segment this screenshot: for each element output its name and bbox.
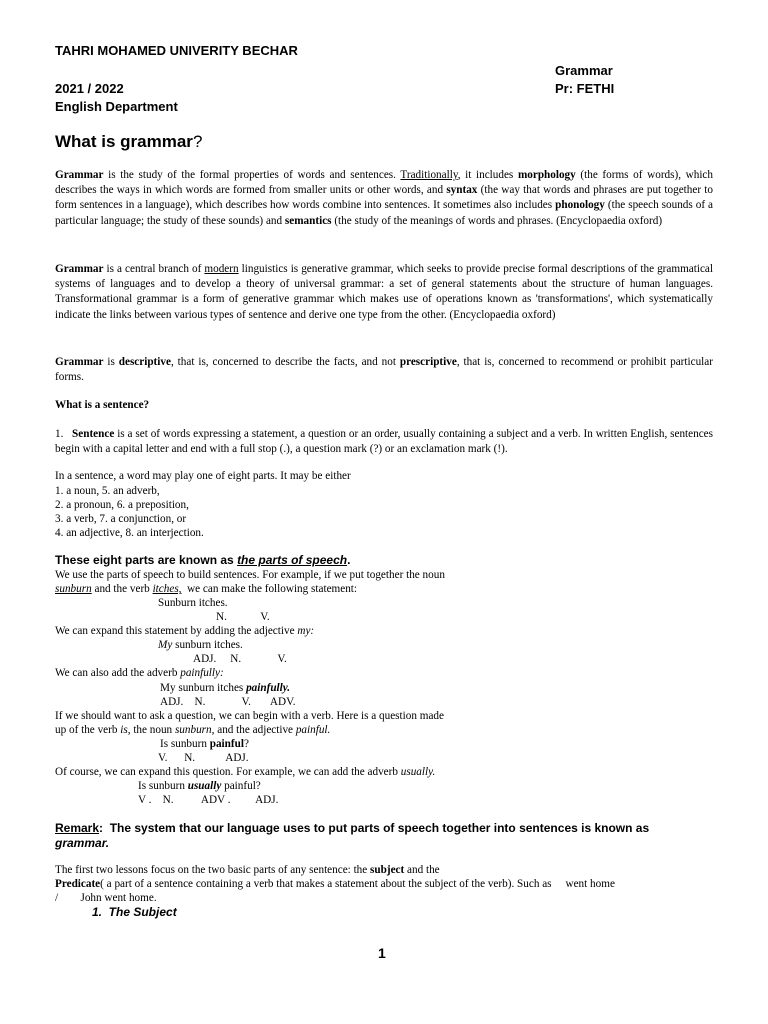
example-word: itches, [152, 583, 182, 595]
text: Is sunburn [138, 780, 188, 792]
paragraph-sentence-definition [55, 427, 713, 457]
text: Is sunburn [160, 738, 210, 750]
term-descriptive: descriptive [118, 356, 171, 368]
example-tags: ADJ. N. V. ADV. [160, 696, 296, 708]
example-line [55, 766, 435, 778]
example-word: painfully. [246, 682, 291, 694]
text: (the way that words and phrases are put together to form sentences in a language), which describes how words combine into sentences. It sometimes also includes [55, 184, 713, 212]
list-item: 2. a pronoun, 6. a preposition, [55, 499, 189, 511]
page-number: 1 [378, 945, 386, 961]
text: is [103, 356, 119, 368]
list-number: 1. [55, 428, 73, 440]
example-word: painfully: [180, 667, 224, 679]
university-name: TAHRI MOHAMED UNIVERITY BECHAR [55, 43, 298, 58]
example-sentence [160, 738, 249, 750]
term-modern: modern [204, 263, 239, 275]
term-traditionally: Traditionally [400, 169, 458, 181]
subject-heading: 1. The Subject [92, 905, 177, 919]
example-word: my: [297, 625, 315, 637]
remark-text: The system that our language uses to put parts of speech together into sentences is known as [103, 821, 650, 835]
text: we can make the following statement: [181, 583, 358, 595]
example-sentence [160, 682, 290, 694]
example-line [55, 724, 330, 736]
example-line: We use the parts of speech to build sentences. For example, if we put together the noun [55, 569, 445, 581]
text: The first two lessons focus on the two basic parts of any sentence: the [55, 864, 371, 876]
text: and the adjective [214, 724, 296, 736]
academic-year: 2021 / 2022 [55, 81, 124, 96]
term-grammar: Grammar [55, 169, 104, 181]
example-line [55, 625, 314, 637]
term-prescriptive: prescriptive [399, 356, 457, 368]
text: , that is, concerned to describe the facts, and not [170, 356, 400, 368]
example-word: painful. [295, 724, 331, 736]
term-phonology: phonology [555, 199, 605, 212]
text: is a central branch of [103, 263, 205, 275]
text: linguistics is generative grammar, which seeks to provide precise formal descriptions of the grammatical systems of languages and to develop a theory of universal grammar: a set of general statements about the structure of human languages. Transformational grammar is a form of generative grammar which makes use of operations known as 'transformations', which systematically indicate the links between various types of sentence and derive one type from the other. (Encyclopaedia oxford) [55, 263, 713, 321]
example-word: sunburn, [174, 724, 215, 736]
example-word: is, [120, 724, 131, 736]
term-syntax: syntax [446, 184, 478, 197]
text: is a set of words expressing a statement, a question or an order, usually containing a subject and a verb. In written English, sentences begin with a capital letter and end with a full stop (.), a question mark (?) or an exclamation mark (!). [55, 428, 714, 456]
heading-text: These eight parts are known as [55, 553, 238, 567]
term-grammar: Grammar [55, 263, 104, 275]
example-tags: N. V. [216, 611, 270, 623]
example-line [55, 583, 357, 595]
text: (the speech sounds of a particular language; the study of these sounds) and [55, 199, 714, 227]
example-tags: ADJ. N. V. [193, 653, 287, 665]
text: , that is, concerned to recommend or prohibit particular forms. [55, 356, 713, 384]
text: up of the verb [55, 724, 121, 736]
example-word: usually. [400, 766, 436, 778]
lessons-line: / John went home. [55, 892, 157, 904]
paragraph-generative-grammar [55, 262, 713, 323]
text: , it includes [457, 169, 518, 181]
eight-parts-intro: In a sentence, a word may play one of eight parts. It may be either [55, 470, 351, 482]
term-morphology: morphology [517, 169, 576, 181]
parts-of-speech-heading [55, 553, 350, 567]
example-word: sunburn [55, 583, 92, 595]
paragraph-descriptive [55, 355, 713, 385]
remark-term: grammar. [55, 836, 110, 850]
example-tags: V . N. ADV . ADJ. [138, 794, 279, 806]
term-semantics: semantics [284, 214, 332, 227]
page-title [55, 132, 202, 152]
text: and the [404, 864, 440, 876]
lessons-line [55, 864, 440, 876]
text: We can also add the adverb [55, 667, 181, 679]
list-item: 1. a noun, 5. an adverb, [55, 485, 160, 497]
term-subject: subject [370, 864, 405, 876]
heading-emphasis: the parts of speech [237, 553, 348, 567]
department-name: English Department [55, 99, 178, 114]
text: is the study of the formal properties of words and sentences. [103, 169, 401, 181]
text: My sunburn itches [160, 682, 247, 694]
example-sentence [138, 780, 261, 792]
term-sentence: Sentence [72, 428, 115, 440]
list-item: 4. an adjective, 8. an interjection. [55, 527, 204, 539]
course-name: Grammar [555, 63, 613, 78]
page-title-mark: ? [192, 132, 203, 151]
heading-period: . [347, 553, 351, 567]
list-item: 3. a verb, 7. a conjunction, or [55, 513, 187, 525]
example-word: painful [209, 738, 244, 750]
example-sentence [158, 639, 243, 651]
example-sentence: Sunburn itches. [158, 597, 228, 609]
paragraph-grammar-definition [55, 168, 713, 229]
text: (the study of the meanings of words and phrases. (Encyclopaedia oxford) [331, 214, 663, 227]
remark-colon: : [99, 821, 104, 835]
remark-label: Remark [55, 821, 100, 835]
text: painful? [221, 780, 261, 792]
term-predicate: Predicate [55, 878, 101, 890]
example-line: If we should want to ask a question, we can begin with a verb. Here is a question made [55, 710, 444, 722]
example-word: usually [187, 780, 222, 792]
page-title-text: What is grammar [55, 132, 193, 151]
text: ( a part of a sentence containing a verb that makes a statement about the subject of the verb). Such as went home [100, 878, 615, 890]
text: the noun [130, 724, 175, 736]
text: ? [243, 738, 249, 750]
term-grammar: Grammar [55, 356, 104, 368]
text: and the verb [91, 583, 153, 595]
sentence-heading: What is a sentence? [55, 399, 150, 411]
example-line [55, 667, 224, 679]
example-word: My [158, 639, 173, 651]
text: (the forms of words), which describes the ways in which words are formed from smaller units or other words, and [55, 169, 713, 197]
teacher-name: Pr: FETHI [555, 81, 615, 96]
example-tags: V. N. ADJ. [158, 752, 249, 764]
lessons-line [55, 878, 615, 890]
text: We can expand this statement by adding the adjective [55, 625, 298, 637]
text: Of course, we can expand this question. For example, we can add the adverb [55, 766, 401, 778]
text: sunburn itches. [172, 639, 243, 651]
remark-line [55, 821, 649, 835]
